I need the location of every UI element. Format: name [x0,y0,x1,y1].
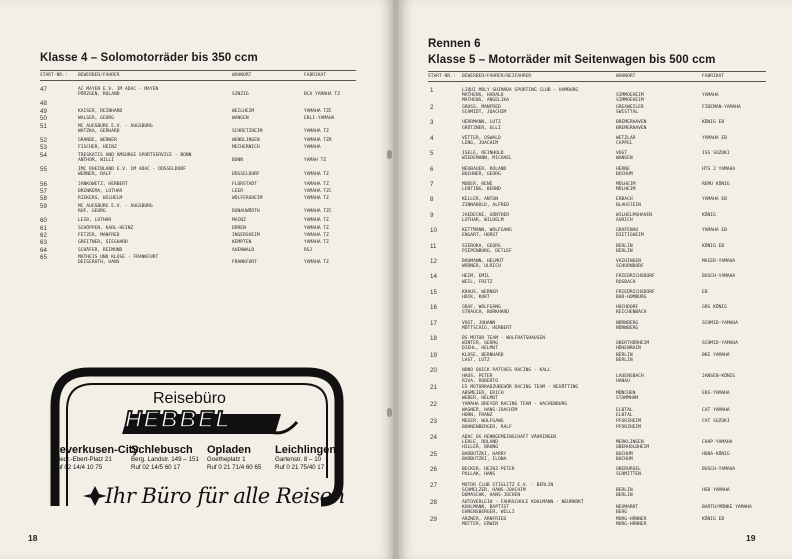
residence: GREXWEILER [616,105,644,110]
make: YAMAHA EB [702,228,727,234]
start-number: 16 [430,304,437,312]
residence: MURG-HÄNNER [616,521,647,527]
residence: FLORSTADT [232,181,257,187]
entrant-name: WERNER, RALF [78,172,112,178]
make: HSB YAMAHA [702,487,730,493]
start-number: 25 [430,450,437,458]
start-number: 2 [430,104,434,111]
entrant-team: ES MOTORRADZUBEHÖR RACING TEAM - NEUÖTTING [462,385,579,391]
entrant-name: VETTER, OSWALD [462,135,501,141]
make: JANSEN-KÖNIG [702,373,736,379]
start-number: 64 [40,246,47,254]
residence: STAMMHAM [616,395,639,401]
start-number: 53 [40,144,47,152]
entrant-name: SCHMELZER, HANS-JOACHIM [462,487,526,493]
start-number: 14 [430,273,437,281]
entrant-name: MUTTER, ERWIN [462,521,498,527]
start-number: 10 [430,227,437,235]
entrant-name: HAUS, PETER [462,373,493,379]
make: BUSCH-YAMAHA [702,274,736,280]
make: BUSCH-YAMAHA [702,467,736,473]
residence: HÖHENRAIN [616,346,641,352]
residence: WEILHEIM [232,108,255,114]
start-number: 63 [40,239,47,247]
entrant-name: TRESKATIS UND AMSORGE SPORTSERVICE - BONN [78,152,192,158]
start-number: 7 [430,181,434,188]
entrant-name: GRANDE, WERNER [78,138,117,143]
start-number: 54 [40,151,47,159]
start-number: 11 [430,242,437,250]
entrant-name: PIEPENBURG, DETLEF [462,248,512,254]
entrant-name: SIEROKA, GEORG [462,243,501,249]
travel-agency-ad [45,366,345,516]
entrant-name: HILLER, BRUNO [462,445,498,451]
start-number: 17 [430,319,437,327]
entrant-name: HORN, FRANZ [462,412,493,418]
entrant-name: DOMASCHK, HANS-JOCHEN [462,492,521,498]
make: CHAP-YAMAHA [702,439,733,445]
start-number: 24 [430,433,437,441]
entrant-name: MC AUGSBURG E.V. - AUGSBURG [78,123,153,129]
residence: BERLIN [616,487,633,493]
entrant-name: LENTING, BERND [462,187,501,193]
residence: NEUMARKT [616,504,639,510]
ad-office-leverkusen: Leverkusen-City Friedr.-Ebert-Platz 21 Ruf 02 14/4 10 75 [53,444,139,471]
entrant-name: BARBUTZKI, HARRY [462,451,507,457]
make: BKE YAMAHA [702,353,730,358]
make: SCHMID-YAMAHA [702,320,738,326]
right-rule-bottom [428,81,766,82]
right-rule-top [428,71,766,72]
entrant-name: LEHLE, ROLAND [462,439,498,445]
entrant-name: SCHMIDT, JOACHIM [462,110,507,116]
start-number: 5 [430,150,434,158]
make: HOBA-KÖNIG [702,451,730,457]
residence: OBERURSEL [616,467,641,473]
make: YAMAHA TZ [304,128,329,134]
make: YAMAHA TZ [304,218,329,224]
entrant-name: WÄRNER, ULRICH [462,264,501,270]
start-number: 1 [430,87,434,94]
start-number: 19 [430,352,437,359]
make: YAMAHA [702,93,719,99]
make: FIDEMAN-YAMAHA [702,105,741,110]
right-page [398,0,792,559]
residence: KEMPTEN [232,240,252,246]
entrant-name: RUF, GEORG [78,208,106,214]
residence: BERLIN [616,248,633,254]
residence: REICHENBACH [616,310,647,316]
make: BCA YAMAHA TZ [304,92,340,98]
start-number: 55 [40,166,47,174]
residence: ERBACH [616,197,633,203]
make: KÖNIG EB [702,516,725,522]
residence: MERKLINGEN [616,439,644,445]
ad-office-schlebusch: Schlebusch Berg. Landstr. 149 – 151 Ruf 02 14/5 60 17 [131,444,199,471]
make: YAMAHA EB [702,135,727,141]
make: KÖNIG EB [702,243,725,249]
entrant-name: KETTMANN, WOLFGANG [462,228,512,234]
start-number: 59 [40,202,47,210]
entrant-name: WALSER, GEORG [78,116,114,122]
entrant-name: WAGNER, HANS-JOACHIM [462,407,518,413]
residence: WANGEN [616,156,633,162]
residence: DÜREN [232,225,246,231]
residence: MÜLHEIM [616,182,636,187]
start-number: 51 [40,122,47,130]
make: YAMAHA TZR [304,138,332,143]
residence: INGERSHEIM [232,233,260,238]
residence: ELBTAL [616,407,633,413]
entrant-name: BOHNENBERGER, RALF [462,424,512,430]
entrant-name: AC MAYEN E.V. IM ADAC - MAYEN [78,87,159,92]
left-col-rider: BEWERBER/FAHRER [78,73,120,78]
left-heading: Klasse 4 – Solomotorräder bis 350 ccm [40,52,258,64]
residence: BOCHUM [616,456,633,462]
residence: CAPPEL [616,140,633,146]
residence: DÜSSELDORF [232,172,260,178]
start-number: 22 [430,401,437,409]
residence: SINZIG [232,92,249,98]
start-number: 26 [430,466,437,474]
residence: WÖLFERSHEIM [232,196,263,202]
entrant-name: ENGART, HORST [462,233,498,239]
entrant-team: BS MOTOR TEAM - WOLFRATSHAUSEN [462,336,545,341]
residence: AUENWALD [232,247,255,253]
entrant-name: GRAF, WOLFGANG [462,305,501,311]
left-rule-top [40,70,356,71]
start-number: 23 [430,418,437,426]
start-number: 27 [430,481,437,489]
entrant-name: SCHÄFER, REIMUND [78,247,123,253]
residence: GRAFENAU [616,228,639,234]
residence: AURICH [616,217,633,223]
entrant-name: WEIL, FRITZ [462,279,493,285]
make: YAMAHA [304,145,321,151]
entrant-name: POLLAK, HANS [462,472,496,478]
entrant-name: HOCK, KURT [462,294,490,300]
residence: BREMERHAVEN [616,120,647,126]
entrant-name: DIEHL, HELMUT [462,346,498,352]
entrant-name: KOHLMANN, BAPTIST [462,504,510,510]
start-number: 3 [430,119,434,127]
start-number: 4 [430,134,434,142]
entrant-name: MEGER, WOLFGANG [462,419,504,425]
residence: VAIHINGEN [616,259,641,264]
entrant-name: GRÜTZNER, ULLI [462,125,501,131]
residence: SIMMOEHEIM [616,93,644,99]
residence: MURG-HÄNNER [616,516,647,522]
make: REMU KÖNIG [702,182,730,187]
residence: WENDLINGEN [232,138,260,143]
left-col-residence: WOHNORT [232,73,252,78]
residence: NÜRNBERG [616,325,639,331]
entrant-name: ZINNABOLD, ALFRED [462,202,510,208]
residence: SWISTTAL [616,110,639,116]
right-col-rider: BEWERBER/FAHRER/BEIFAHRER [462,74,532,79]
entrant-name: HEIM, EMIL [462,274,490,280]
make: KÖNIG [702,212,716,218]
residence: MÜLHEIM [616,187,636,193]
right-col-residence: WOHNORT [616,74,636,79]
entrant-name: KELLER, ANTON [462,197,498,203]
entrant-name: KLOSE, BERNHARD [462,353,504,358]
residence: BONN [232,157,244,163]
residence: WETZLAR [616,135,636,141]
staple-top [387,150,392,159]
residence: BERG [616,509,628,515]
entrant-name: ARZNER, ARNFRIED [462,516,507,522]
entrant-team: YAMAHA DREYER RACING TEAM - HACHENBURG [462,402,568,408]
residence: FRANKFURT [232,260,257,266]
start-number: 56 [40,180,47,188]
start-number: 49 [40,107,47,115]
residence: OBERHOLDHEIM [616,445,650,451]
residence: BOCHUM [616,171,633,177]
residence: BERLIN [616,358,633,364]
residence: PFORZHEIM [616,419,641,425]
entrant-name: FISCHER, HEINZ [78,145,117,151]
residence: FRIEDRICHSDORF [616,274,655,280]
start-number: 62 [40,232,47,239]
start-number: 52 [40,137,47,144]
entrant-name: MÖTTSCHIG, HERBERT [462,325,512,331]
make: HTS 2 YAMAHA [702,166,736,172]
start-number: 21 [430,384,437,392]
left-page-number: 18 [28,533,38,543]
left-col-start: START-NR.: [40,73,68,78]
start-number: 6 [430,165,434,173]
make: SCHMID-YAMAHA [702,341,738,347]
residence: MÜNCHEN [616,390,636,396]
entrant-team: NONO QUICK PATCHES RACING - KALL [462,368,551,374]
left-rule-bottom [40,80,356,81]
make: YAMAHA TZ [304,225,329,231]
start-number: 28 [430,498,437,506]
residence: SCHMITTEN [616,472,641,478]
residence: PFORZHEIM [616,424,641,430]
make: YAMAHA TZ [304,260,329,266]
make: RSJ [304,247,313,253]
start-number: 15 [430,288,437,296]
entrant-name: IMC RHEINLAND E.V. IM ADAC - DÜSSELDORF [78,167,186,173]
entrant-name: MATHENS, ANGELIKA [462,98,510,104]
entrant-team: MOTOR CLUB STIGLITZ E.V. - BERLIN [462,482,554,488]
residence: BERLIN [616,353,633,358]
start-number: 29 [430,515,437,523]
entrant-name: BUCHNER, GEORG [462,171,501,177]
make: YAMAHA TZ [304,233,329,238]
entrant-name: MATHENS, HARALD [462,93,504,99]
residence: OBERTHÜRHEIM [616,341,650,347]
entrant-name: BAUMANN, HELMUT [462,259,504,264]
make: YAMAHA TZE [304,108,332,114]
entrant-name: KAISER, REINHARD [78,108,123,114]
start-number: 60 [40,217,47,225]
entrant-name: MC AUGSBURG E.V. - AUGSBURG [78,203,153,209]
entrant-name: BRINKEMA, LOTHAR [78,189,123,194]
right-col-start: START-NR.: [428,74,456,79]
residence: MAINZ [232,218,246,224]
entrant-name: ANTHOR, WILLI [78,157,114,163]
start-number: 9 [430,211,434,219]
residence: SCHRETZHEIM [232,128,263,134]
make: BARTH/MÜNKE YAMAHA [702,504,752,510]
make: ISS SUZUKI [702,151,730,157]
entrant-name: MATHEIS UND KLOSE - FRANKFURT [78,255,159,261]
entrant-name: RIVA, ROBERTO [462,378,498,384]
make: YAMAH TZ [304,157,327,163]
entrant-name: WEBER, HELMUT [462,395,498,401]
start-number: 8 [430,196,434,204]
ad-office-leichlingen: Leichlingen Gartenstr. 8 – 10 Ruf 0 21 75/40 17 [275,444,337,471]
residence: NÜRNBERG [616,320,639,326]
residence: WANGEN [232,116,249,122]
entrant-name: WATZKA, GERHARD [78,128,120,134]
left-page [0,0,394,559]
residence: SIMMOEHEIM [616,98,644,104]
entrant-name: DEISEROTH, HANS [78,260,120,266]
make: CAT SUZUKI [702,419,730,425]
make: CAT YAMAHA [702,407,730,413]
right-col-make: FABRIKAT [702,74,725,79]
ad-title: Reisebüro [153,390,226,407]
entrant-team: LIQUI MOLY SHIMADA SPORTING CLUB - HAMBURG [462,88,579,93]
make: YAMAHA TZC [304,208,332,214]
right-page-number: 19 [746,533,756,543]
entrant-name: SCHÖPPEN, KARL-HEINZ [78,225,134,231]
entrant-name: NEUBAUER, ROLAND [462,166,507,172]
make: YAMAHA TZ [304,181,329,187]
entrant-name: RIEKERS, WILHELM [78,196,123,202]
residence: BERLIN [616,492,633,498]
entrant-name: LENG, JOACHIM [462,140,498,146]
residence: SCHORNDORF [616,264,644,270]
residence: BOCHUM [616,451,633,457]
ad-office-opladen: Opladen Goetheplatz 1 Ruf 0 21 71/4 60 65 [207,444,262,471]
make: EB [702,289,708,295]
residence: WILHELMSHAVEN [616,212,652,218]
ad-slogan: Ihr Büro für alle Reisen [105,484,345,508]
make: YAMAHA EB [702,197,727,203]
entrant-name: LEIB, LOTHAR [78,218,112,224]
residence: MECHERNICH [232,145,260,151]
entrant-name: VOGT, JOHANN [462,320,496,326]
residence: BREMERHAVEN [616,125,647,131]
residence: DIETIGHEIM [616,233,644,239]
make: YAMAHA TZ [304,172,329,178]
start-number: 57 [40,188,47,195]
entrant-name: STRAUCH, BURKHARD [462,310,510,316]
residence: BLAUSTEIN [616,202,641,208]
residence: BERLIN [616,243,633,249]
entrant-name: BECKER, HEINZ-PETER [462,467,515,473]
entrant-name: GREITNER, SIEGHARD [78,240,128,246]
residence: VOGT [616,151,628,157]
start-number: 58 [40,195,47,203]
start-number: 20 [430,367,437,375]
make: MAIER-YAMAHA [702,259,736,264]
residence: HOCHDORF [616,305,639,311]
entrant-name: ISELE, REINHOLD [462,151,504,157]
residence: FRIEDRICHSDORF [616,289,655,295]
make: YAMAHA TZ [304,196,329,202]
residence: LEER [232,189,244,194]
start-number: 61 [40,224,47,232]
residence: LAUENSBACH [616,373,644,379]
entrant-team: ADAC OG RENNGEMEINSCHAFT VÄHRINGEN [462,434,557,440]
make: KÖNIG EB [702,120,725,126]
entrant-name: EHRENSBERGER, WILLI [462,509,515,515]
entrant-name: HERRMANN, LUTZ [462,120,501,126]
start-number: 65 [40,254,47,262]
make: YAMAHA TZC [304,189,332,194]
residence: ELBTAL [616,412,633,418]
residence: BAD-HOMBURG [616,294,647,300]
residence: HANAU [616,378,630,384]
left-col-make: FABRIKAT [304,73,327,78]
entrant-name: WIEDEMANN, MICHAEL [462,156,512,162]
make: EBLI-YAMAHA [304,116,335,122]
entrant-name: KRAUS, WERNER [462,289,498,295]
entrant-name: ABSMEIER, ERICH [462,390,504,396]
entrant-name: GROSS, MANFRED [462,105,501,110]
start-number: 50 [40,115,47,123]
entrant-name: WINTER, GEORG [462,341,498,347]
start-number: 47 [40,86,47,93]
right-heading: Klasse 5 – Motorräder mit Seitenwagen bis 500 ccm [428,54,716,66]
start-number: 48 [40,100,47,108]
residence: HERNE [616,166,630,172]
make: EKS-YAMAHA [702,390,730,396]
entrant-name: BARBUTZKI, ILONA [462,456,507,462]
entrant-name: JANKOWETZ, HERBERT [78,181,128,187]
entrant-name: PÖRZGEN, ROLAND [78,92,120,98]
entrant-name: MUDER, RENÉ [462,182,493,187]
race-title: Rennen 6 [428,38,481,50]
residence: DONAUWÖRTH [232,208,260,214]
entrant-name: LOTHAR, WILHELM [462,217,504,223]
entrant-name: JAEDECKE, GÜNTHER [462,212,510,218]
entrant-name: LAST, LUTZ [462,358,490,364]
entrant-name: FETZER, MANFRED [78,233,120,238]
make: YAMAHA TZ [304,240,329,246]
start-number: 12 [430,258,437,265]
make: GRS KÖNIG [702,305,727,311]
entrant-team: AUTOVERLEIH - FAHRSCHULE KOHLMANN - NEUMARKT [462,499,584,505]
start-number: 18 [430,335,437,342]
ad-brand-logo: HEBBEL [125,406,232,432]
staple-bottom [387,408,392,417]
residence: ROSBACH [616,279,636,285]
